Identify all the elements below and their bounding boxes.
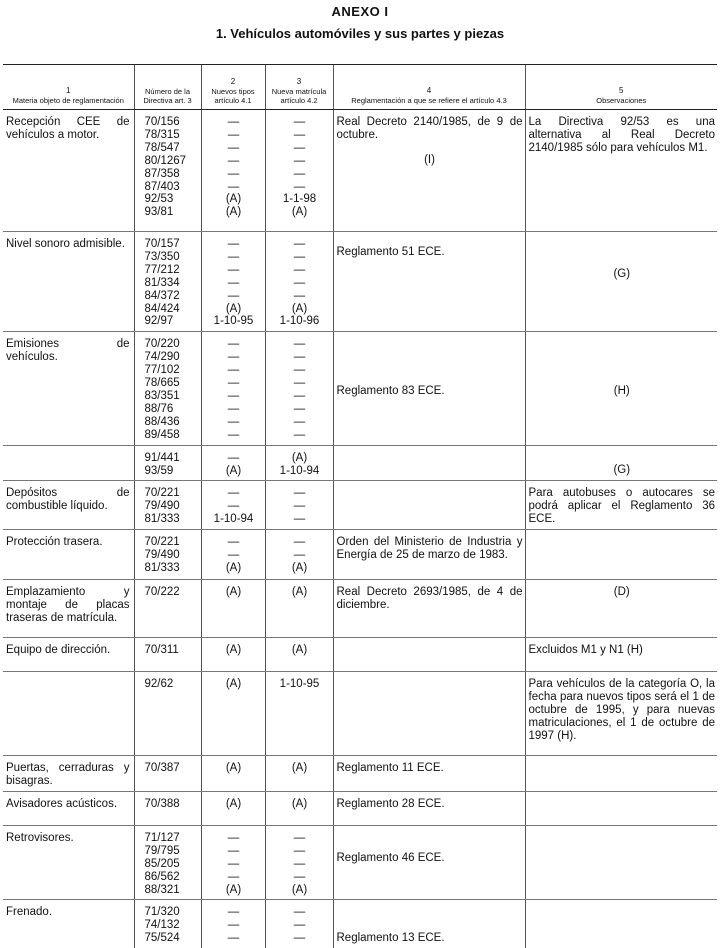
directiva-cell: 70/220 74/290 77/102 78/665 83/351 88/76 88/436 89/458 [134, 332, 201, 445]
observaciones-cell [525, 756, 717, 792]
nueva-matricula-cell: — — — — — (A) 1-10-96 [265, 232, 333, 332]
materia-cell: Depósitos de combustible líquido. [3, 481, 134, 530]
reglamentacion-note: (I) [424, 153, 435, 166]
table-row [3, 232, 717, 332]
directiva-cell: 70/222 [134, 580, 201, 638]
nueva-matricula-cell: — — — — — — 1-1-98 (A) [265, 110, 333, 232]
materia-cell [3, 672, 134, 756]
nueva-matricula-cell: 1-10-95 [265, 672, 333, 756]
nuevos-tipos-cell: — — 1-10-94 [201, 481, 265, 530]
nuevos-tipos-cell: (A) [201, 638, 265, 672]
nuevos-tipos-cell: — (A) [201, 445, 265, 481]
section-subtitle: 1. Vehículos automóviles y sus partes y piezas [215, 26, 505, 41]
header-nuevos-tipos: 2 Nuevos tipos artículo 4.1 [201, 65, 265, 110]
table-row [3, 445, 717, 481]
nueva-matricula-cell: (A) 1-10-94 [265, 445, 333, 481]
reglamentacion-cell: Reglamento 11 ECE. [333, 756, 525, 792]
reglamentacion-cell: Reglamento 51 ECE. [333, 232, 525, 332]
directiva-cell: 71/127 79/795 85/205 86/562 88/321 [134, 825, 201, 900]
table-row [3, 332, 717, 445]
reglamentacion-cell [333, 445, 525, 481]
table-row [3, 900, 717, 948]
observaciones-cell [525, 900, 717, 948]
observaciones-cell: (D) [525, 580, 717, 638]
observaciones-cell: La Directiva 92/53 es una alternativa al Real Decreto 2140/1985 sólo para vehículos M1. [525, 110, 717, 232]
reglamentacion-cell: Real Decreto 2693/1985, de 4 de diciembre. [333, 580, 525, 638]
table-row [3, 530, 717, 580]
nuevos-tipos-cell: (A) [201, 672, 265, 756]
directiva-cell: 70/387 [134, 756, 201, 792]
nueva-matricula-cell: — — — — — — — — [265, 332, 333, 445]
regulation-table [3, 64, 717, 948]
materia-cell: Avisadores acústicos. [3, 791, 134, 825]
reglamentacion-cell: Reglamento 46 ECE. [333, 825, 525, 900]
table-row [3, 756, 717, 792]
nueva-matricula-cell: (A) [265, 580, 333, 638]
header-materia: 1 Materia objeto de reglamentación [3, 65, 134, 110]
header-directiva: Número de la Directiva art. 3 [134, 65, 201, 110]
table-row [3, 825, 717, 900]
annex-title: ANEXO I [331, 4, 389, 19]
observaciones-cell [525, 530, 717, 580]
table-row [3, 110, 717, 232]
directiva-cell: 92/62 [134, 672, 201, 756]
reglamentacion-cell: Orden del Ministerio de Industria y Energía de 25 de marzo de 1983. [333, 530, 525, 580]
observaciones-cell: (H) [525, 332, 717, 445]
reglamentacion-cell [333, 638, 525, 672]
nuevos-tipos-cell: — — — — — — (A) (A) [201, 110, 265, 232]
header-observaciones: 5 Observaciones [525, 65, 717, 110]
nuevos-tipos-cell: — — — — — (A) 1-10-95 [201, 232, 265, 332]
header-nueva-matricula: 3 Nueva matrícula artículo 4.2 [265, 65, 333, 110]
materia-cell: Frenado. [6, 906, 53, 919]
directiva-cell: 70/388 [134, 791, 201, 825]
nueva-matricula-cell: — — — [265, 481, 333, 530]
materia-cell: Puertas, cerraduras y bisagras. [3, 756, 134, 792]
materia-cell: Recepción CEE de vehículos a motor. [3, 110, 134, 232]
nuevos-tipos-cell: — — (A) [201, 530, 265, 580]
directiva-cell: 70/157 73/350 77/212 81/334 84/372 84/424 92/97 [134, 232, 201, 332]
directiva-cell: 70/221 79/490 81/333 [134, 481, 201, 530]
nuevos-tipos-cell: (A) [201, 580, 265, 638]
materia-cell: Emisiones de vehículos. [3, 332, 134, 445]
observaciones-cell: (G) [525, 232, 717, 332]
observaciones-cell: Excluidos M1 y N1 (H) [525, 638, 717, 672]
observaciones-cell [525, 825, 717, 900]
nueva-matricula-cell: — — (A) [265, 530, 333, 580]
observaciones-cell [525, 791, 717, 825]
reglamentacion-cell: Reglamento 28 ECE. [333, 791, 525, 825]
nueva-matricula-cell: (A) [265, 638, 333, 672]
directiva-cell: 70/311 [134, 638, 201, 672]
table-row [3, 638, 717, 672]
table-row [3, 672, 717, 756]
reglamentacion-cell: Reglamento 83 ECE. [333, 332, 525, 445]
table-row [3, 580, 717, 638]
nuevos-tipos-cell: (A) [201, 791, 265, 825]
nueva-matricula-cell: (A) [265, 791, 333, 825]
reglamentacion-cell: Reglamento 13 ECE. [333, 900, 525, 948]
nueva-matricula-cell: — — — — (A) [265, 825, 333, 900]
materia-cell: Emplazamiento y montaje de placas traseras de matrícula. [3, 580, 134, 638]
reglamentacion-cell [333, 481, 525, 530]
table-row [3, 791, 717, 825]
table-row [3, 481, 717, 530]
observaciones-cell: Para autobuses o autocares se podrá aplicar el Reglamento 36 ECE. [525, 481, 717, 530]
materia-cell: Nivel sonoro admisible. [3, 232, 134, 332]
nueva-matricula-cell: (A) [265, 756, 333, 792]
observaciones-cell: Para vehículos de la categoría O, la fecha para nuevos tipos será el 1 de octubre de 1995, y para nuevas matriculaciones, el 1 de octubre de 1997 (H). [525, 672, 717, 756]
directiva-cell: 70/221 79/490 81/333 [134, 530, 201, 580]
table-header-row [3, 65, 717, 110]
nuevos-tipos-cell: — — — — — — — — [201, 332, 265, 445]
nuevos-tipos-cell: — — — [201, 900, 265, 948]
reglamentacion-cell [333, 672, 525, 756]
nuevos-tipos-cell: — — — — (A) [201, 825, 265, 900]
materia-cell: Retrovisores. [3, 825, 134, 900]
materia-cell: Equipo de dirección. [3, 638, 134, 672]
nuevos-tipos-cell: (A) [201, 756, 265, 792]
materia-cell [3, 445, 134, 481]
directiva-cell: 71/320 74/132 75/524 [134, 900, 201, 948]
nueva-matricula-cell: — — — [265, 900, 333, 948]
reglamentacion-cell: Real Decreto 2140/1985, de 9 de octubre. (I) [333, 110, 525, 232]
directiva-cell: 70/156 78/315 78/547 80/1267 87/358 87/403 92/53 93/81 [134, 110, 201, 232]
observaciones-cell: (G) [525, 445, 717, 481]
directiva-cell: 91/441 93/59 [134, 445, 201, 481]
header-reglamentacion: 4 Reglamentación a que se refiere el artículo 4.3 [333, 65, 525, 110]
materia-cell: Protección trasera. [3, 530, 134, 580]
